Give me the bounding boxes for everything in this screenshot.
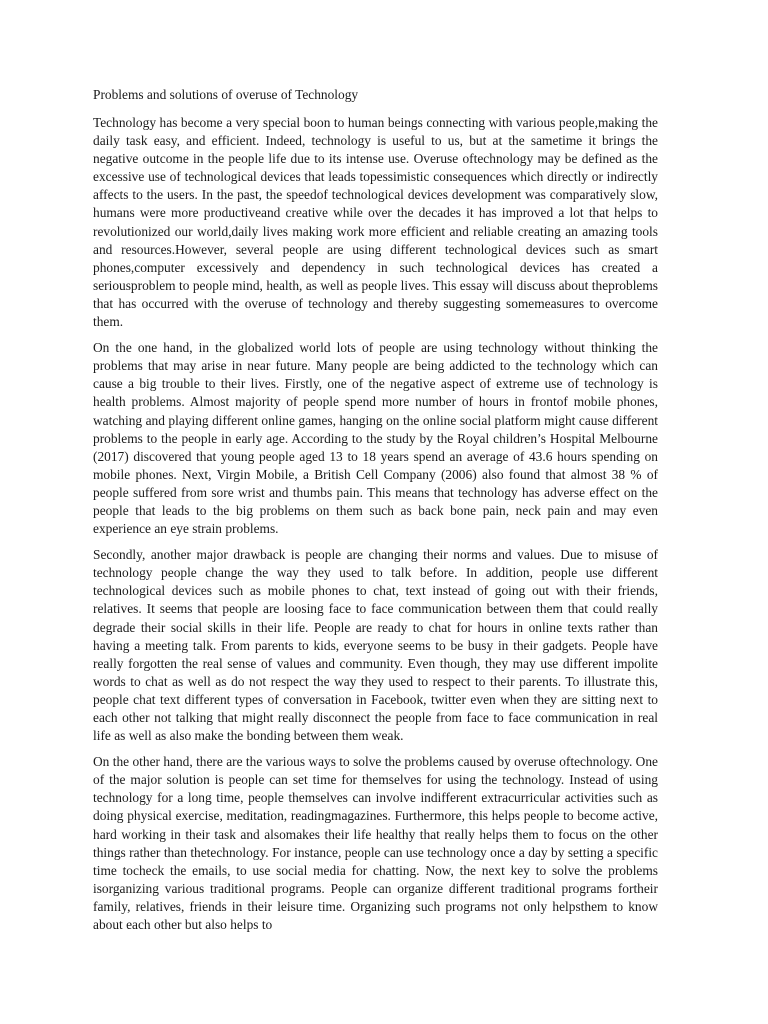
document-title: Problems and solutions of overuse of Technology <box>93 87 359 102</box>
paragraph-introduction: Technology has become a very special boon to human beings connecting with various people,making the daily task easy, and efficient. Indeed, technology is useful to us, but at the sametime it brings the negative outcome in the people life due to its intense use. Overuse oftechnology may be defined as the excessive use of technological devices that leads topessimistic consequences which directly or indirectly affects to the users. In the past, the speedof technological devices development was comparatively slow, humans were more productiveand creative while over the decades it has improved a lot that helps to revolutionized our world,daily lives making work more efficient and reliable creating an amazing tools and resources.However, several people are using different technological devices such as smart phones,computer excessively and dependency in such technological devices has created a seriousproblem to people mind, health, as well as people lives. This essay will discuss about theproblems that has occurred with the overuse of technology and thereby suggesting somemeasures to overcome them. <box>93 115 658 330</box>
paragraph-norms-values: Secondly, another major drawback is people are changing their norms and values. Due to misuse of technology people change the way they used to talk before. In addition, people use different technological devices such as mobile phones to chat, text instead of going out with their friends, relatives. It seems that people are loosing face to face communication between them that could really degrade their social skills in their life. People are ready to chat for hours in online texts rather than having a meeting talk. From parents to kids, everyone seems to be busy in their gadgets. People have really forgotten the real sense of values and community. Even though, they may use different impolite words to chat as well as do not respect the way they used to respect to their parents. To illustrate this, people chat text different types of conversation in Facebook, twitter even when they are sitting next to each other not talking that might really disconnect the people from face to face communication in real life as well as also make the bonding between them weak. <box>93 547 658 744</box>
paragraph-health-problems: On the one hand, in the globalized world lots of people are using technology without thinking the problems that may arise in near future. Many people are being addicted to the technology which can cause a big trouble to their lives. Firstly, one of the negative aspect of extreme use of technology is health problems. Almost majority of people spend more number of hours in frontof mobile phones, watching and playing different online games, hanging on the online social platform might cause different problems to the people in early age. According to the study by the Royal children’s Hospital Melbourne (2017) discovered that young people aged 13 to 18 years spend an average of 43.6 hours spending on mobile phones. Next, Virgin Mobile, a British Cell Company (2006) also found that almost 38 % of people suffered from sore wrist and thumbs pain. This means that technology has adverse effect on the people that leads to the big problems on them such as back bone pain, neck pain and may even experience an eye strain problems. <box>93 340 658 537</box>
paragraph-solutions: On the other hand, there are the various ways to solve the problems caused by overuse oftechnology. One of the major solution is people can set time for themselves for using the technology. Instead of using technology for a long time, people themselves can involve indifferent extracurricular activities such as doing physical exercise, meditation, readingmagazines. Furthermore, this helps people to become active, hard working in their task and alsomakes their life healthy that really helps them to focus on the other things rather than thetechnology. For instance, people can use technology once a day by setting a specific time tocheck the emails, to use social media for chatting. Now, the next key to solve the problems isorganizing various traditional programs. People can organize different traditional programs fortheir family, relatives, friends in their leisure time. Organizing such programs not only helpsthem to know about each other but also helps to <box>93 754 658 933</box>
